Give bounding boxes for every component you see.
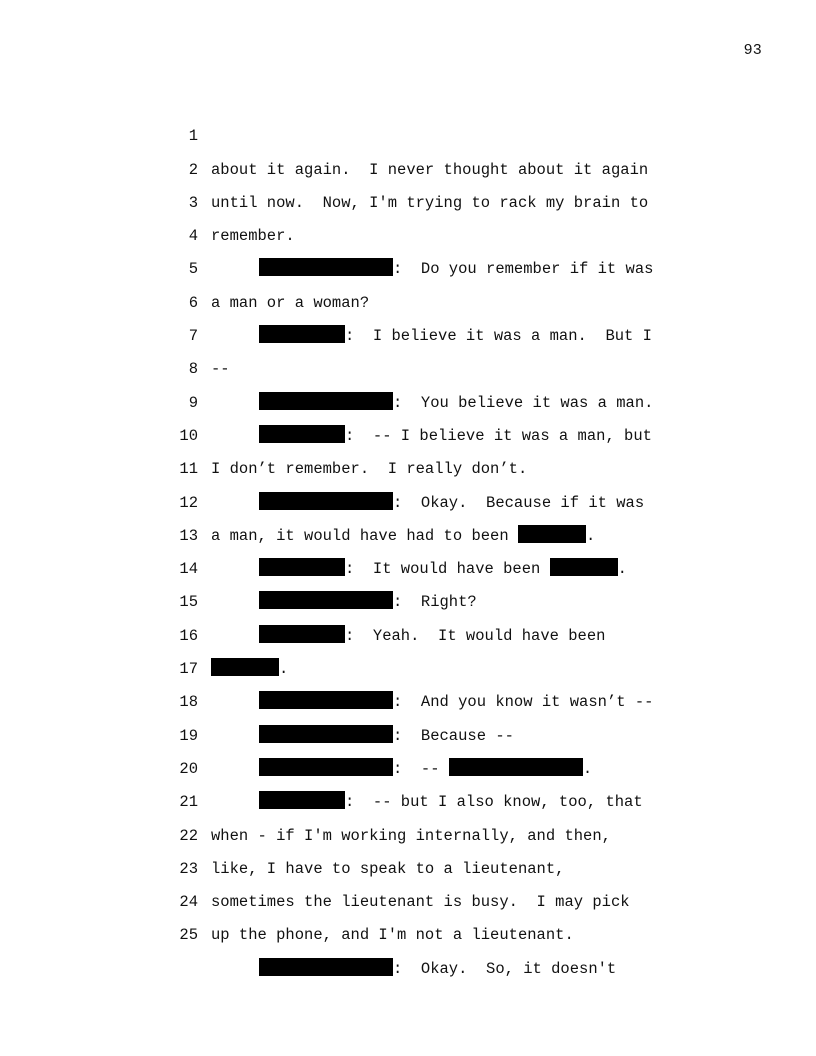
line-number: 9 <box>188 393 198 412</box>
line-number: 1 <box>188 127 198 146</box>
line-number: 13 <box>179 526 198 545</box>
line-text-after: . <box>582 759 593 778</box>
line-text: : You believe it was a man. <box>393 393 654 412</box>
line-text: : It would have been <box>345 560 550 579</box>
line-text: until now. Now, I'm trying to rack my brain to <box>211 193 649 212</box>
line-text: : -- <box>393 759 449 778</box>
line-text: about it again. I never thought about it again <box>211 160 649 179</box>
line-number: 7 <box>188 327 198 346</box>
line-number: 21 <box>179 793 198 812</box>
line-text: : Right? <box>393 593 477 612</box>
line-text: sometimes the lieutenant is busy. I may pick <box>211 893 630 912</box>
line-text-after: . <box>585 526 596 545</box>
line-text: : Okay. Because if it was <box>393 493 645 512</box>
transcript-line <box>0 320 816 412</box>
page-number: 93 <box>743 42 762 59</box>
line-text: : Okay. So, it doesn't <box>393 959 617 978</box>
line-text-after: . <box>617 560 627 579</box>
line-number: 18 <box>179 693 198 712</box>
line-number: 12 <box>179 493 198 512</box>
line-number: 3 <box>188 193 198 212</box>
transcript-body <box>0 87 816 978</box>
line-number: 15 <box>179 593 198 612</box>
line-text: : Because -- <box>393 726 514 745</box>
line-text: when - if I'm working internally, and then, <box>211 826 611 845</box>
line-number: 24 <box>179 893 198 912</box>
line-number: 5 <box>188 260 198 279</box>
transcript-line <box>0 187 816 279</box>
line-number: 11 <box>179 460 198 479</box>
line-number: 2 <box>188 160 198 179</box>
speaker-line <box>259 953 616 986</box>
line-text: : -- I believe it was a man, but <box>345 426 652 445</box>
line-number: 17 <box>179 660 198 679</box>
line-text: . <box>279 660 289 679</box>
line-number: 4 <box>188 227 198 246</box>
line-text: I don’t remember. I really don’t. <box>211 460 528 479</box>
line-text: remember. <box>211 227 295 246</box>
line-number: 16 <box>179 626 198 645</box>
line-number: 22 <box>179 826 198 845</box>
line-text: : I believe it was a man. But I <box>345 327 652 346</box>
line-text: : Yeah. It would have been <box>345 626 606 645</box>
line-text: : And you know it wasn’t -- <box>393 693 654 712</box>
line-number: 10 <box>179 426 198 445</box>
line-text: up the phone, and I'm not a lieutenant. <box>211 926 574 945</box>
line-text: a man or a woman? <box>211 293 370 312</box>
line-number: 20 <box>179 759 198 778</box>
line-number: 23 <box>179 859 198 878</box>
redaction-bar <box>259 958 393 976</box>
line-text: a man, it would have had to been <box>211 526 518 545</box>
line-number: 6 <box>188 293 198 312</box>
line-text: : -- but I also know, too, that <box>345 793 643 812</box>
line-number: 25 <box>179 926 198 945</box>
line-number: 19 <box>179 726 198 745</box>
line-text: -- <box>211 360 230 379</box>
line-number: 8 <box>188 360 198 379</box>
line-number: 14 <box>179 560 198 579</box>
line-text: like, I have to speak to a lieutenant, <box>211 859 565 878</box>
transcript-line <box>0 87 816 179</box>
line-text: : Do you remember if it was <box>393 260 654 279</box>
